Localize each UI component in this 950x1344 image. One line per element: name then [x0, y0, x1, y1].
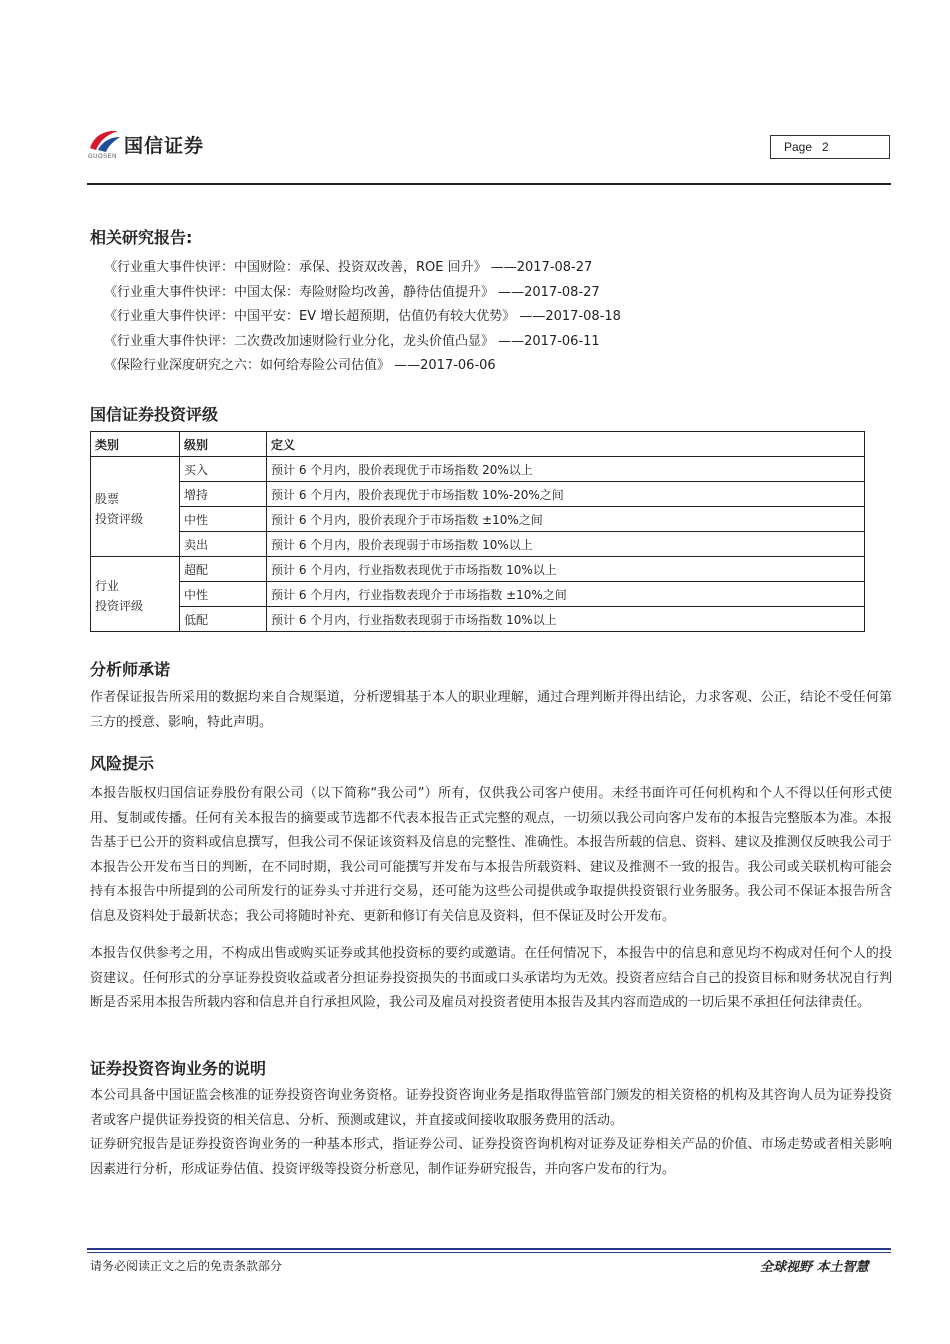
- risk-section-title: 风险提示: [90, 754, 155, 773]
- report-item[interactable]: 《行业重大事件快评：中国平安：EV 增长超预期，估值仍有较大优势》 ——2017-08-18: [104, 309, 621, 324]
- header-divider: [87, 183, 891, 185]
- definition-cell: 预计 6 个月内，行业指数表现优于市场指数 10%以上: [267, 557, 865, 582]
- table-row: [91, 457, 865, 482]
- table-row: [91, 507, 865, 532]
- related-reports-list: [104, 256, 621, 379]
- level-cell: 超配: [180, 557, 267, 582]
- header-level: 级别: [180, 432, 267, 457]
- level-cell: 低配: [180, 607, 267, 632]
- rating-table: [90, 431, 865, 632]
- logo-text: 国信证券: [124, 135, 205, 157]
- table-header-row: [91, 432, 865, 457]
- footer-slogan: 全球视野 本土智慧: [760, 1260, 869, 1275]
- company-logo: [88, 128, 228, 164]
- page-number: 2: [822, 140, 829, 154]
- header-category: 类别: [91, 432, 180, 457]
- definition-cell: 预计 6 个月内，股价表现优于市场指数 10%-20%之间: [267, 482, 865, 507]
- level-cell: 买入: [180, 457, 267, 482]
- table-row: [91, 582, 865, 607]
- report-item[interactable]: 《行业重大事件快评：二次费改加速财险行业分化，龙头价值凸显》 ——2017-06-11: [104, 333, 600, 349]
- level-cell: 卖出: [180, 532, 267, 557]
- table-row: [91, 532, 865, 557]
- analyst-paragraph: 作者保证报告所采用的数据均来自合规渠道，分析逻辑基于本人的职业理解，通过合理判断并得出结论，力求客观、公正，结论不受任何第三方的授意、影响，特此声明。: [90, 690, 892, 730]
- related-reports-title: 相关研究报告:: [90, 228, 193, 247]
- page-indicator: [770, 135, 890, 159]
- category-cell-stock: [91, 457, 180, 557]
- footer-divider: [87, 1248, 891, 1250]
- table-row: [91, 557, 865, 582]
- footer-divider: [87, 1252, 891, 1253]
- definition-cell: 预计 6 个月内，行业指数表现弱于市场指数 10%以上: [267, 607, 865, 632]
- report-item[interactable]: 《保险行业深度研究之六：如何给寿险公司估值》 ——2017-06-06: [104, 358, 496, 373]
- category-label: 投资评级: [95, 511, 144, 526]
- footer-disclaimer: 请务必阅读正文之后的免责条款部分: [90, 1259, 283, 1273]
- category-cell-industry: [91, 557, 180, 632]
- logo-subtext: GUOSEN: [88, 154, 118, 160]
- table-row: [91, 482, 865, 507]
- risk-paragraph: 本报告版权归国信证券股份有限公司（以下简称“我公司”）所有，仅供我公司客户使用。未经书面许可任何机构和个人不得以任何形式使用、复制或传播。任何有关本报告的摘要或节选都不代表本报告正式完整的观点，一切须以我公司向客户发布的本报告完整版本为准。本报告基于已公开的资料或信息撰写，但我公司不保证该资料及信息的完整性、准确性。本报告所载的信息、资料、建议及推测仅反映我公司于本报告公开发布当日的判断，在不同时期，我公司可能撰写并发布与本报告所载资料、建议及推测不一致的报告。我公司或关联机构可能会持有本报告中所提到的公司所发行的证券头寸并进行交易，还可能为这些公司提供或争取提供投资银行业务服务。我公司不保证本报告所含信息及资料处于最新状态；我公司将随时补充、更新和修订有关信息及资料，但不保证及时公开发布。: [90, 786, 892, 924]
- category-label: 投资评级: [95, 599, 144, 613]
- report-item[interactable]: 《行业重大事件快评：中国财险：承保、投资双改善，ROE 回升》 ——2017-08-27: [104, 260, 593, 275]
- rating-section-title: 国信证券投资评级: [90, 405, 219, 424]
- level-cell: 增持: [180, 482, 267, 507]
- analyst-section-title: 分析师承诺: [90, 660, 171, 679]
- page-label: Page: [784, 140, 813, 154]
- level-cell: 中性: [180, 507, 267, 532]
- risk-paragraph: 本报告仅供参考之用，不构成出售或购买证券或其他投资标的要约或邀请。在任何情况下，本报告中的信息和意见均不构成对任何个人的投资建议。任何形式的分享证券投资收益或者分担证券投资损失的书面或口头承诺均为无效。投资者应结合自己的投资目标和财务状况自行判断是否采用本报告所载内容和信息并自行承担风险，我公司及雇员对投资者使用本报告及其内容而造成的一切后果不承担任何法律责任。: [90, 946, 892, 1010]
- logo-mark-icon: [88, 128, 122, 154]
- consult-paragraph: 本公司具备中国证监会核准的证券投资咨询业务资格。证券投资咨询业务是指取得监管部门颁发的相关资格的机构及其咨询人员为证券投资者或客户提供证券投资的相关信息、分析、预测或建议，并直接或间接收取服务费用的活动。: [90, 1088, 892, 1128]
- category-label: 股票: [95, 491, 120, 506]
- consult-section-title: 证券投资咨询业务的说明: [90, 1059, 267, 1078]
- level-cell: 中性: [180, 582, 267, 607]
- definition-cell: 预计 6 个月内，行业指数表现介于市场指数 ±10%之间: [267, 582, 865, 607]
- report-item[interactable]: 《行业重大事件快评：中国太保：寿险财险均改善，静待估值提升》 ——2017-08-27: [104, 284, 600, 300]
- definition-cell: 预计 6 个月内，股价表现优于市场指数 20%以上: [267, 457, 865, 482]
- definition-cell: 预计 6 个月内，股价表现介于市场指数 ±10%之间: [267, 507, 865, 532]
- consult-paragraph: 证券研究报告是证券投资咨询业务的一种基本形式，指证券公司、证券投资咨询机构对证券及证券相关产品的价值、市场走势或者相关影响因素进行分析，形成证券估值、投资评级等投资分析意见，制作证券研究报告，并向客户发布的行为。: [90, 1137, 892, 1177]
- definition-cell: 预计 6 个月内，股价表现弱于市场指数 10%以上: [267, 532, 865, 557]
- category-label: 行业: [95, 579, 120, 593]
- header-definition: 定义: [267, 432, 865, 457]
- table-row: [91, 607, 865, 632]
